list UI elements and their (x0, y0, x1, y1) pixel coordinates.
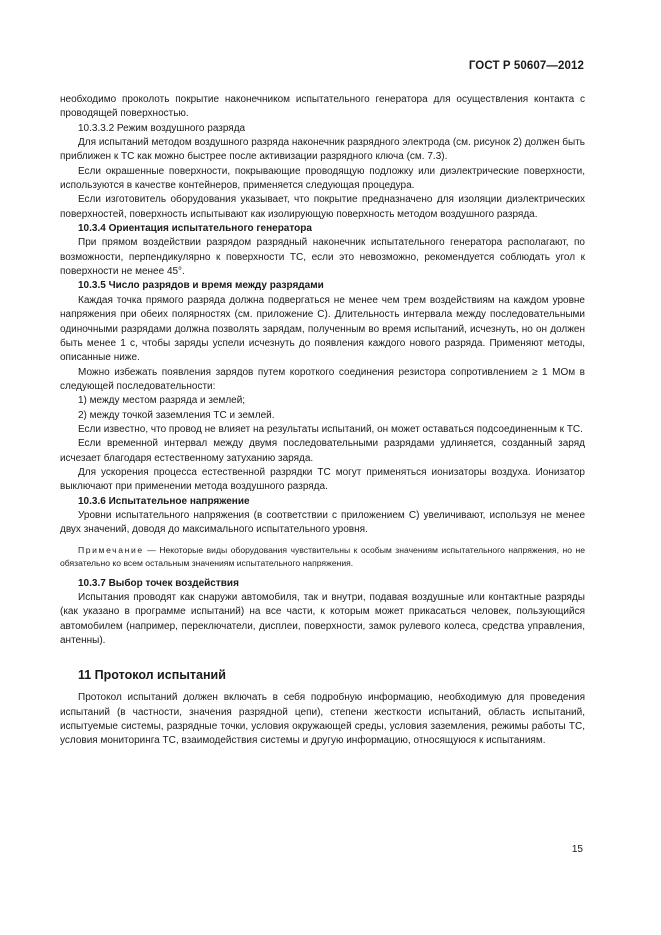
paragraph: Испытания проводят как снаружи автомобиля, так и внутри, подавая воздушные или контактные разряды (как указано в программе испытаний) на все части, к которым может прикасаться человек, пользующийся автомобилем (например, переключатели, дисплеи, поверхности, замок рулевого колеса, средства управления, антенны). (60, 592, 585, 647)
paragraph: Можно избежать появления зарядов путем короткого соединения резистора сопротивлением ≥ 1 МОм в следующей последовательности: (60, 366, 585, 392)
note-text: — Некоторые виды оборудования чувствительны к особым значениям испытательного напряжения, но не обязательно ко всем остальным значениям испытательного напряжения. (60, 544, 585, 569)
subsection-title-10-3-3-2: 10.3.3.2 Режим воздушного разряда (78, 122, 246, 134)
section-heading-10-3-6: 10.3.6 Испытательное напряжение (78, 495, 250, 507)
section-heading-10-3-7: 10.3.7 Выбор точек воздействия (78, 577, 239, 589)
page-content (60, 93, 585, 749)
section-heading-11: 11 Протокол испытаний (78, 668, 226, 683)
note-label: Примечание (78, 544, 144, 555)
paragraph: необходимо проколоть покрытие наконечником испытательного генератора для осуществления контакта с проводящей поверхностью. (60, 94, 585, 120)
paragraph: Для ускорения процесса естественной разрядки ТС могут применяться ионизаторы воздуха. Ионизатор выключают при применении метода воздушного разряда. (60, 466, 585, 493)
paragraph: Если временной интервал между двумя последовательными разрядами удлиняется, созданный заряд исчезает благодаря естественному затуханию заряда. (60, 438, 585, 464)
paragraph: При прямом воздействии разрядом разрядный наконечник испытательного генератора располагают, по возможности, перпендикулярно к поверхности ТС, если это невозможно, рекомендуется соблюдать угол к поверхности не менее 45°. (60, 237, 585, 278)
paragraph: Если изготовитель оборудования указывает, что покрытие предназначено для изоляции диэлектрических поверхностей, поверхность испытывают как изолирующую поверхность методом воздушного разряда. (60, 194, 585, 220)
paragraph: Если известно, что провод не влияет на результаты испытаний, он может оставаться подсоединенным к ТС. (78, 423, 583, 435)
paragraph: Уровни испытательного напряжения (в соответствии с приложением С) увеличивают, используя не менее двух значений, доводя до максимального испытательного уровня. (60, 509, 585, 536)
list-item: 1) между местом разряда и землей; (78, 395, 246, 407)
list-item: 2) между точкой заземления ТС и землей. (78, 409, 275, 421)
document-id-header: ГОСТ Р 50607—2012 (468, 60, 584, 72)
section-heading-10-3-5: 10.3.5 Число разрядов и время между разрядами (78, 280, 324, 292)
paragraph: Для испытаний методом воздушного разряда наконечник разрядного электрода (см. рисунок 2) должен быть приближен к ТС как можно быстрее после активизации разрядного ключа (см. 7.3). (60, 137, 585, 163)
paragraph: Каждая точка прямого разряда должна подвергаться не менее чем трем воздействиям на каждом уровне напряжения при обеих полярностях (см. приложение С). Длительность интервала между последовательными одиночными разрядами должна позволять зарядам, полученным во время испытаний, исчезнуть, но он должен быть менее 1 с, чтобы заряды успели исчезнуть до появления каждого нового разряда. Применяют методы, описанные ниже. (60, 294, 585, 364)
section-heading-10-3-4: 10.3.4 Ориентация испытательного генератора (78, 223, 312, 235)
paragraph: Протокол испытаний должен включать в себя подробную информацию, необходимую для проведения испытаний (в частности, значения разрядной цепи), степени жесткости испытаний, область испытаний, испытуемые системы, разрядные точки, условия окружающей среды, условия заземления, режимы работы ТС, условия мониторинга ТС, взаимодействия системы и другую информацию, относящуюся к испытаниям. (60, 692, 585, 747)
paragraph: Если окрашенные поверхности, покрывающие проводящую подложку или диэлектрические поверхности, используются в качестве контейнеров, применяется следующая процедура. (60, 165, 585, 192)
note (60, 544, 585, 571)
page-number: 15 (571, 844, 583, 855)
